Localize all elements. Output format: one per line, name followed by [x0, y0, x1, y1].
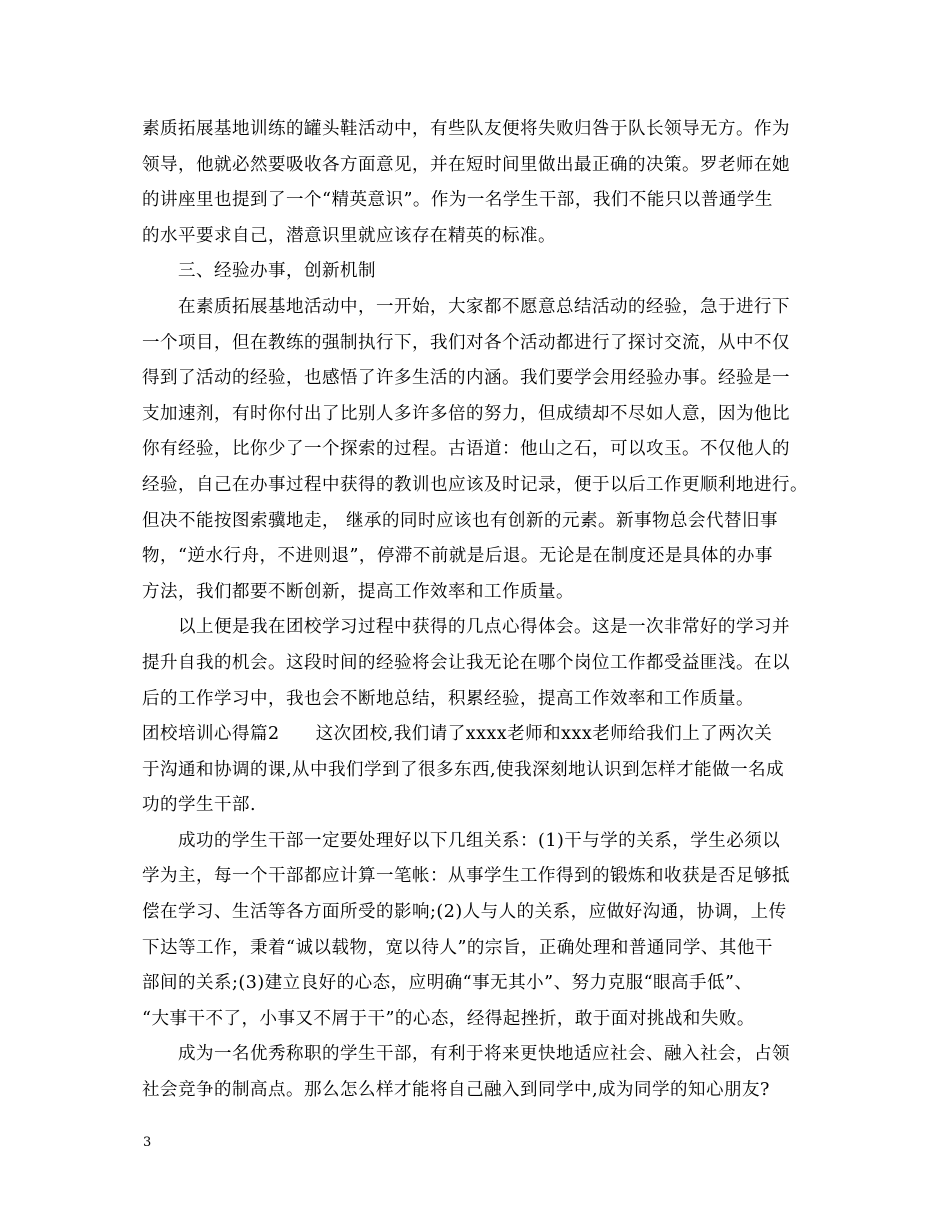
text-line: 成功的学生干部一定要处理好以下几组关系：(1)干与学的关系，学生必须以: [178, 830, 781, 851]
body-text: [142, 112, 822, 1109]
text-line: 下达等工作，秉着“诚以载物，宽以待人”的宗旨，正确处理和普通同学、其他干: [142, 937, 773, 958]
text-line: 一个项目，但在教练的强制执行下，我们对各个活动都进行了探讨交流，从中不仅: [142, 332, 790, 353]
text-line: 三、经验办事，创新机制: [178, 261, 376, 282]
text-line: 领导，他就必然要吸收各方面意见，并在短时间里做出最正确的决策。罗老师在她: [142, 154, 790, 175]
text-line: 提升自我的机会。这段时间的经验将会让我无论在哪个岗位工作都受益匪浅。在以: [142, 652, 790, 673]
text-line: 但决不能按图索骥地走， 继承的同时应该也有创新的元素。新事物总会代替旧事: [142, 510, 779, 531]
text-line: 于沟通和协调的课,从中我们学到了很多东西,使我深刻地认识到怎样才能做一名成: [142, 759, 785, 780]
text-line: 功的学生干部.: [142, 795, 257, 816]
text-line: 在素质拓展基地活动中，一开始，大家都不愿意总结活动的经验，急于进行下: [178, 296, 790, 317]
text-line: “大事干不了，小事又不屑于干”的心态，经得起挫折，敢于面对挑战和失败。: [142, 1008, 755, 1029]
text-line: 团校培训心得篇2 这次团校,我们请了xxxx老师和xxx老师给我们上了两次关: [142, 724, 773, 745]
text-line: 经验，自己在办事过程中获得的教训也应该及时记录，便于以后工作更顺利地进行。: [142, 474, 808, 495]
text-line: 部间的关系;(3)建立良好的心态，应明确“事无其小”、努力克服“眼高手低”、: [142, 973, 753, 994]
text-line: 素质拓展基地训练的罐头鞋活动中，有些队友便将失败归咎于队长领导无方。作为: [142, 119, 790, 139]
text-line: 的讲座里也提到了一个“精英意识”。作为一名学生干部，我们不能只以普通学生: [142, 190, 773, 211]
text-line: 社会竞争的制高点。那么怎么样才能将自己融入到同学中,成为同学的知心朋友?: [142, 1080, 770, 1101]
text-line: 成为一名优秀称职的学生干部，有利于将来更快地适应社会、融入社会，占领: [178, 1044, 790, 1065]
text-line: 你有经验，比你少了一个探索的过程。古语道：他山之石，可以攻玉。不仅他人的: [142, 439, 790, 460]
page-number: 3: [143, 1135, 152, 1150]
text-line: 物，“逆水行舟，不进则退”，停滞不前就是后退。无论是在制度还是具体的办事: [142, 546, 773, 567]
text-line: 得到了活动的经验，也感悟了许多生活的内涵。我们要学会用经验办事。经验是一: [142, 368, 790, 389]
text-line: 支加速剂，有时你付出了比别人多许多倍的努力，但成绩却不尽如人意，因为他比: [142, 403, 790, 424]
text-line: 方法，我们都要不断创新，提高工作效率和工作质量。: [142, 581, 574, 602]
text-line: 后的工作学习中，我也会不断地总结，积累经验，提高工作效率和工作质量。: [142, 688, 754, 709]
text-line: 学为主，每一个干部都应计算一笔帐：从事学生工作得到的锻炼和收获是否足够抵: [142, 866, 790, 887]
text-line: 偿在学习、生活等各方面所受的影响;(2)人与人的关系，应做好沟通，协调，上传: [142, 902, 787, 923]
text-line: 以上便是我在团校学习过程中获得的几点心得体会。这是一次非常好的学习并: [178, 617, 790, 638]
text-line: 的水平要求自己，潜意识里就应该存在精英的标准。: [142, 225, 556, 246]
